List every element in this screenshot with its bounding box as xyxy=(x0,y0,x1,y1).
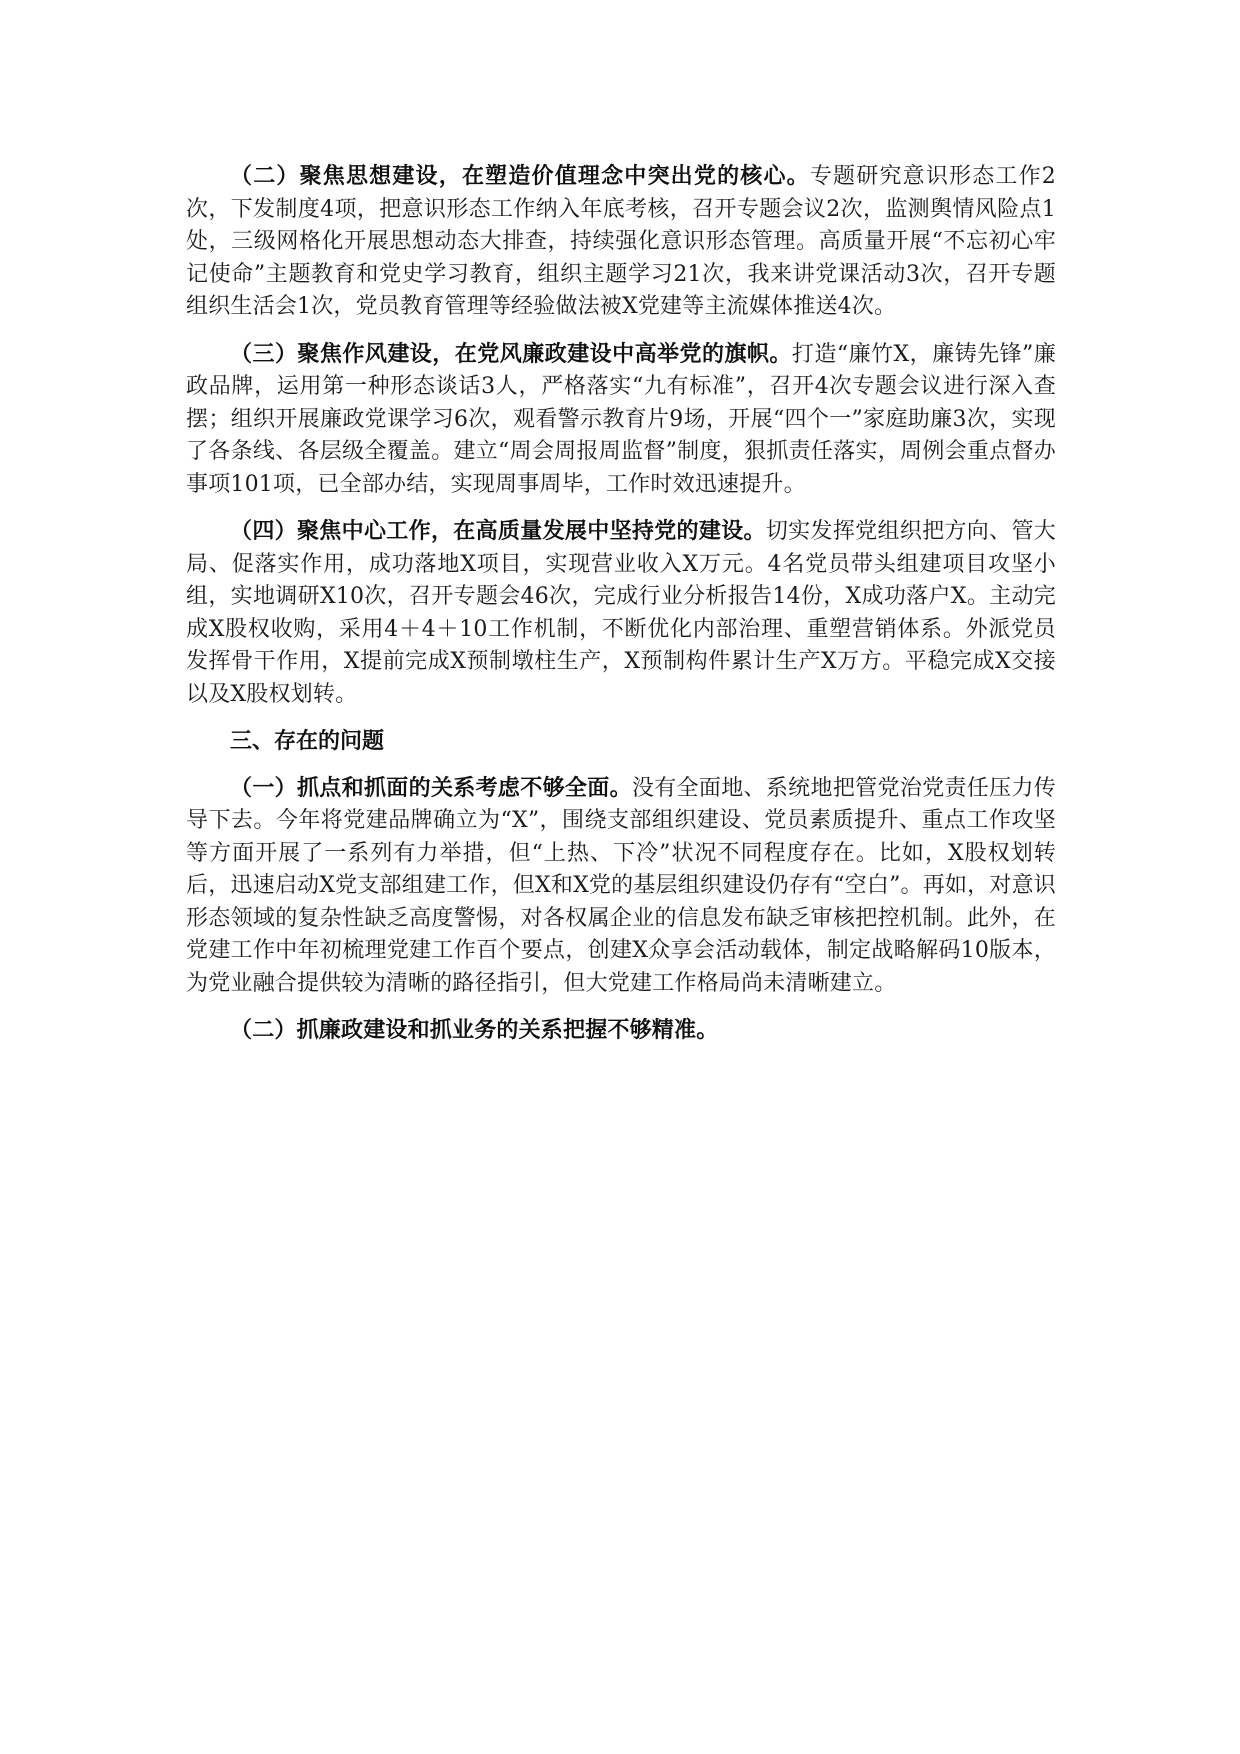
paragraph-body: 没有全面地、系统地把管党治党责任压力传导下去。今年将党建品牌确立为“X”，围绕支部组织建设、党员素质提升、重点工作攻坚等方面开展了一系列有力举措，但“上热、下冷”状况不同程度存在。比如，X股权划转后，迅速启动X党支部组建工作，但X和X党的基层组织建设仍存有“空白”。再如，对意识形态领域的复杂性缺乏高度警惕，对各权属企业的信息发布缺乏审核把控机制。此外，在党建工作中年初梳理党建工作百个要点，创建X众享会活动载体，制定战略解码10版本，为党业融合提供较为清晰的路径指引，但大党建工作格局尚未清晰建立。 xyxy=(186,775,1056,996)
paragraph-lead: （四）聚焦中心工作，在高质量发展中坚持党的建设。 xyxy=(230,518,766,544)
paragraph-body: 打造“廉竹X，廉铸先锋”廉政品牌，运用第一种形态谈话3人，严格落实“九有标准”，召开4次专题会议进行深入查摆；组织开展廉政党课学习6次，观看警示教育片9场，开展“四个一”家庭助廉3次，实现了各条线、各层级全覆盖。建立“周会周报周监督”制度，狠抓责任落实，周例会重点督办事项101项，已全部办结，实现周事周毕，工作时效迅速提升。 xyxy=(186,341,1056,497)
paragraph-lead: （三）聚焦作风建设，在党风廉政建设中高举党的旗帜。 xyxy=(230,340,792,367)
paragraph-body: 切实发挥党组织把方向、管大局、促落实作用，成功落地X项目，实现营业收入X万元。4名党员带头组建项目攻坚小组，实地调研X10次，召开专题会46次，完成行业分析报告14份，X成功落户X。主动完成X股权收购，采用4＋4＋10工作机制，不断优化内部治理、重塑营销体系。外派党员发挥骨干作用，X提前完成X预制墩柱生产，X预制构件累计生产X万方。平稳完成X交接以及X股权划转。 xyxy=(186,519,1056,707)
section-heading: 三、存在的问题 xyxy=(230,728,385,754)
document-page xyxy=(186,160,1056,1062)
paragraph-body: 专题研究意识形态工作2次，下发制度4项，把意识形态工作纳入年底考核，召开专题会议2次，监测舆情风险点1处，三级网格化开展思想动态大排查，持续强化意识形态管理。高质量开展“不忘初心牢记使命”主题教育和党史学习教育，组织主题学习21次，我来讲党课活动3次，召开专题组织生活会1次，党员教育管理等经验做法被X党建等主流媒体推送4次。 xyxy=(186,164,1056,319)
paragraph-lead: （二）抓廉政建设和抓业务的关系把握不够精准。 xyxy=(230,1017,719,1043)
paragraph-central-work xyxy=(186,515,1056,711)
paragraph-problem-2 xyxy=(186,1014,1056,1048)
paragraph-problem-1 xyxy=(186,772,1056,1001)
paragraph-lead: （一）抓点和抓面的关系考虑不够全面。 xyxy=(230,774,632,801)
paragraph-lead: （二）聚焦思想建设，在塑造价值理念中突出党的核心。 xyxy=(230,163,810,189)
paragraph-style-building xyxy=(186,338,1056,502)
paragraph-ideological-building xyxy=(186,160,1056,324)
